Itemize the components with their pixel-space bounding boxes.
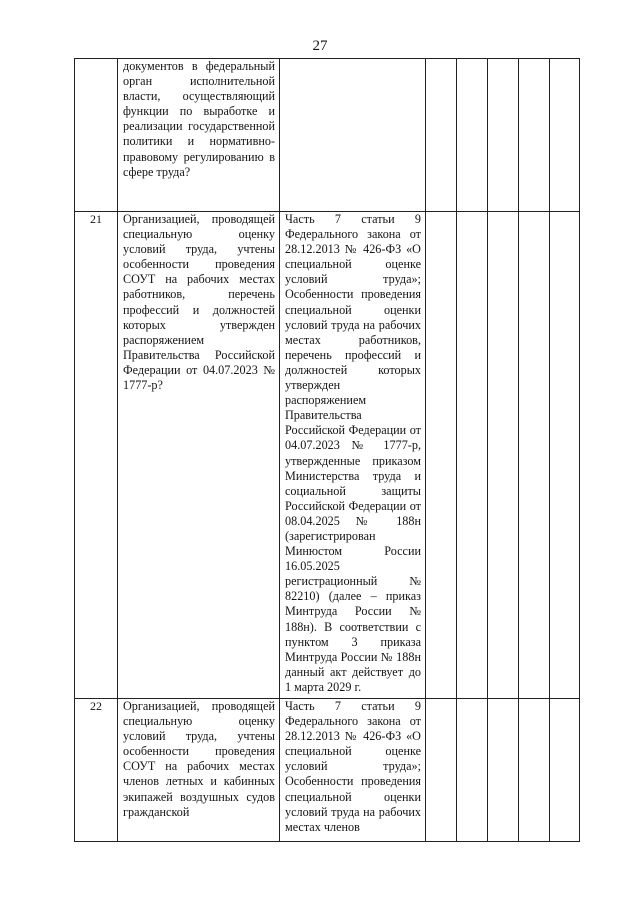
answer-cell <box>426 59 457 212</box>
answer-cell <box>488 699 519 842</box>
table-row <box>75 59 580 212</box>
answer-cell <box>519 699 550 842</box>
answer-cell <box>457 699 488 842</box>
answer-cell <box>550 59 580 212</box>
question-cell <box>118 699 280 842</box>
basis-cell <box>280 59 426 212</box>
page-number: 27 <box>312 38 328 54</box>
answer-cell <box>488 59 519 212</box>
question-text: Организацией, проводящей специальную оценку условий труда, учтены особенности проведения СОУТ на рабочих местах работников, перечень профессий и должностей которых утвержден распоряжением Правительства Российской Федерации от 04.07.2023 № 1777-р? <box>123 212 275 393</box>
question-cell <box>118 212 280 699</box>
basis-cell <box>280 212 426 699</box>
answer-cell <box>550 699 580 842</box>
basis-text: Часть 7 статьи 9 Федерального закона от 28.12.2013 № 426-ФЗ «О специальной оценке условий труда»; Особенности проведения специальной оценки условий труда на рабочих местах работников, перечень профессий и должностей которых утвержден распоряжением Правительства Российской Федерации от 04.07.2023 № 1777-р, утвержденные приказом Министерства труда и социальной защиты Российской Федерации от 08.04.2025 № 188н (зарегистрирован Минюстом России 16.05.2025 регистрационный № 82210) (далее – приказ Минтруда России № 188н). В соответствии с пунктом 3 приказа Минтруда России № 188н данный акт действует до 1 марта 2029 г. <box>285 212 421 694</box>
checklist-table <box>74 58 580 842</box>
answer-cell <box>550 212 580 699</box>
answer-cell <box>426 699 457 842</box>
answer-cell <box>457 212 488 699</box>
answer-cell <box>519 212 550 699</box>
row-number: 22 <box>90 699 102 713</box>
row-number-cell <box>75 699 118 842</box>
row-number-cell <box>75 212 118 699</box>
table-row <box>75 212 580 699</box>
answer-cell <box>457 59 488 212</box>
row-number-cell <box>75 59 118 212</box>
basis-cell <box>280 699 426 842</box>
answer-cell <box>426 212 457 699</box>
answer-cell <box>488 212 519 699</box>
question-cell <box>118 59 280 212</box>
table-row <box>75 699 580 842</box>
question-text: документов в федеральный орган исполнительной власти, осуществляющий функции по выработке и реализации государственной политики и нормативно-правовому регулированию в сфере труда? <box>123 59 275 179</box>
answer-cell <box>519 59 550 212</box>
basis-text: Часть 7 статьи 9 Федерального закона от 28.12.2013 № 426-ФЗ «О специальной оценке условий труда»; Особенности проведения специальной оценки условий труда на рабочих местах членов <box>285 699 421 834</box>
question-text: Организацией, проводящей специальную оценку условий труда, учтены особенности проведения СОУТ на рабочих местах членов летных и кабинных экипажей воздушных судов гражданской <box>123 699 275 819</box>
row-number: 21 <box>90 212 102 226</box>
